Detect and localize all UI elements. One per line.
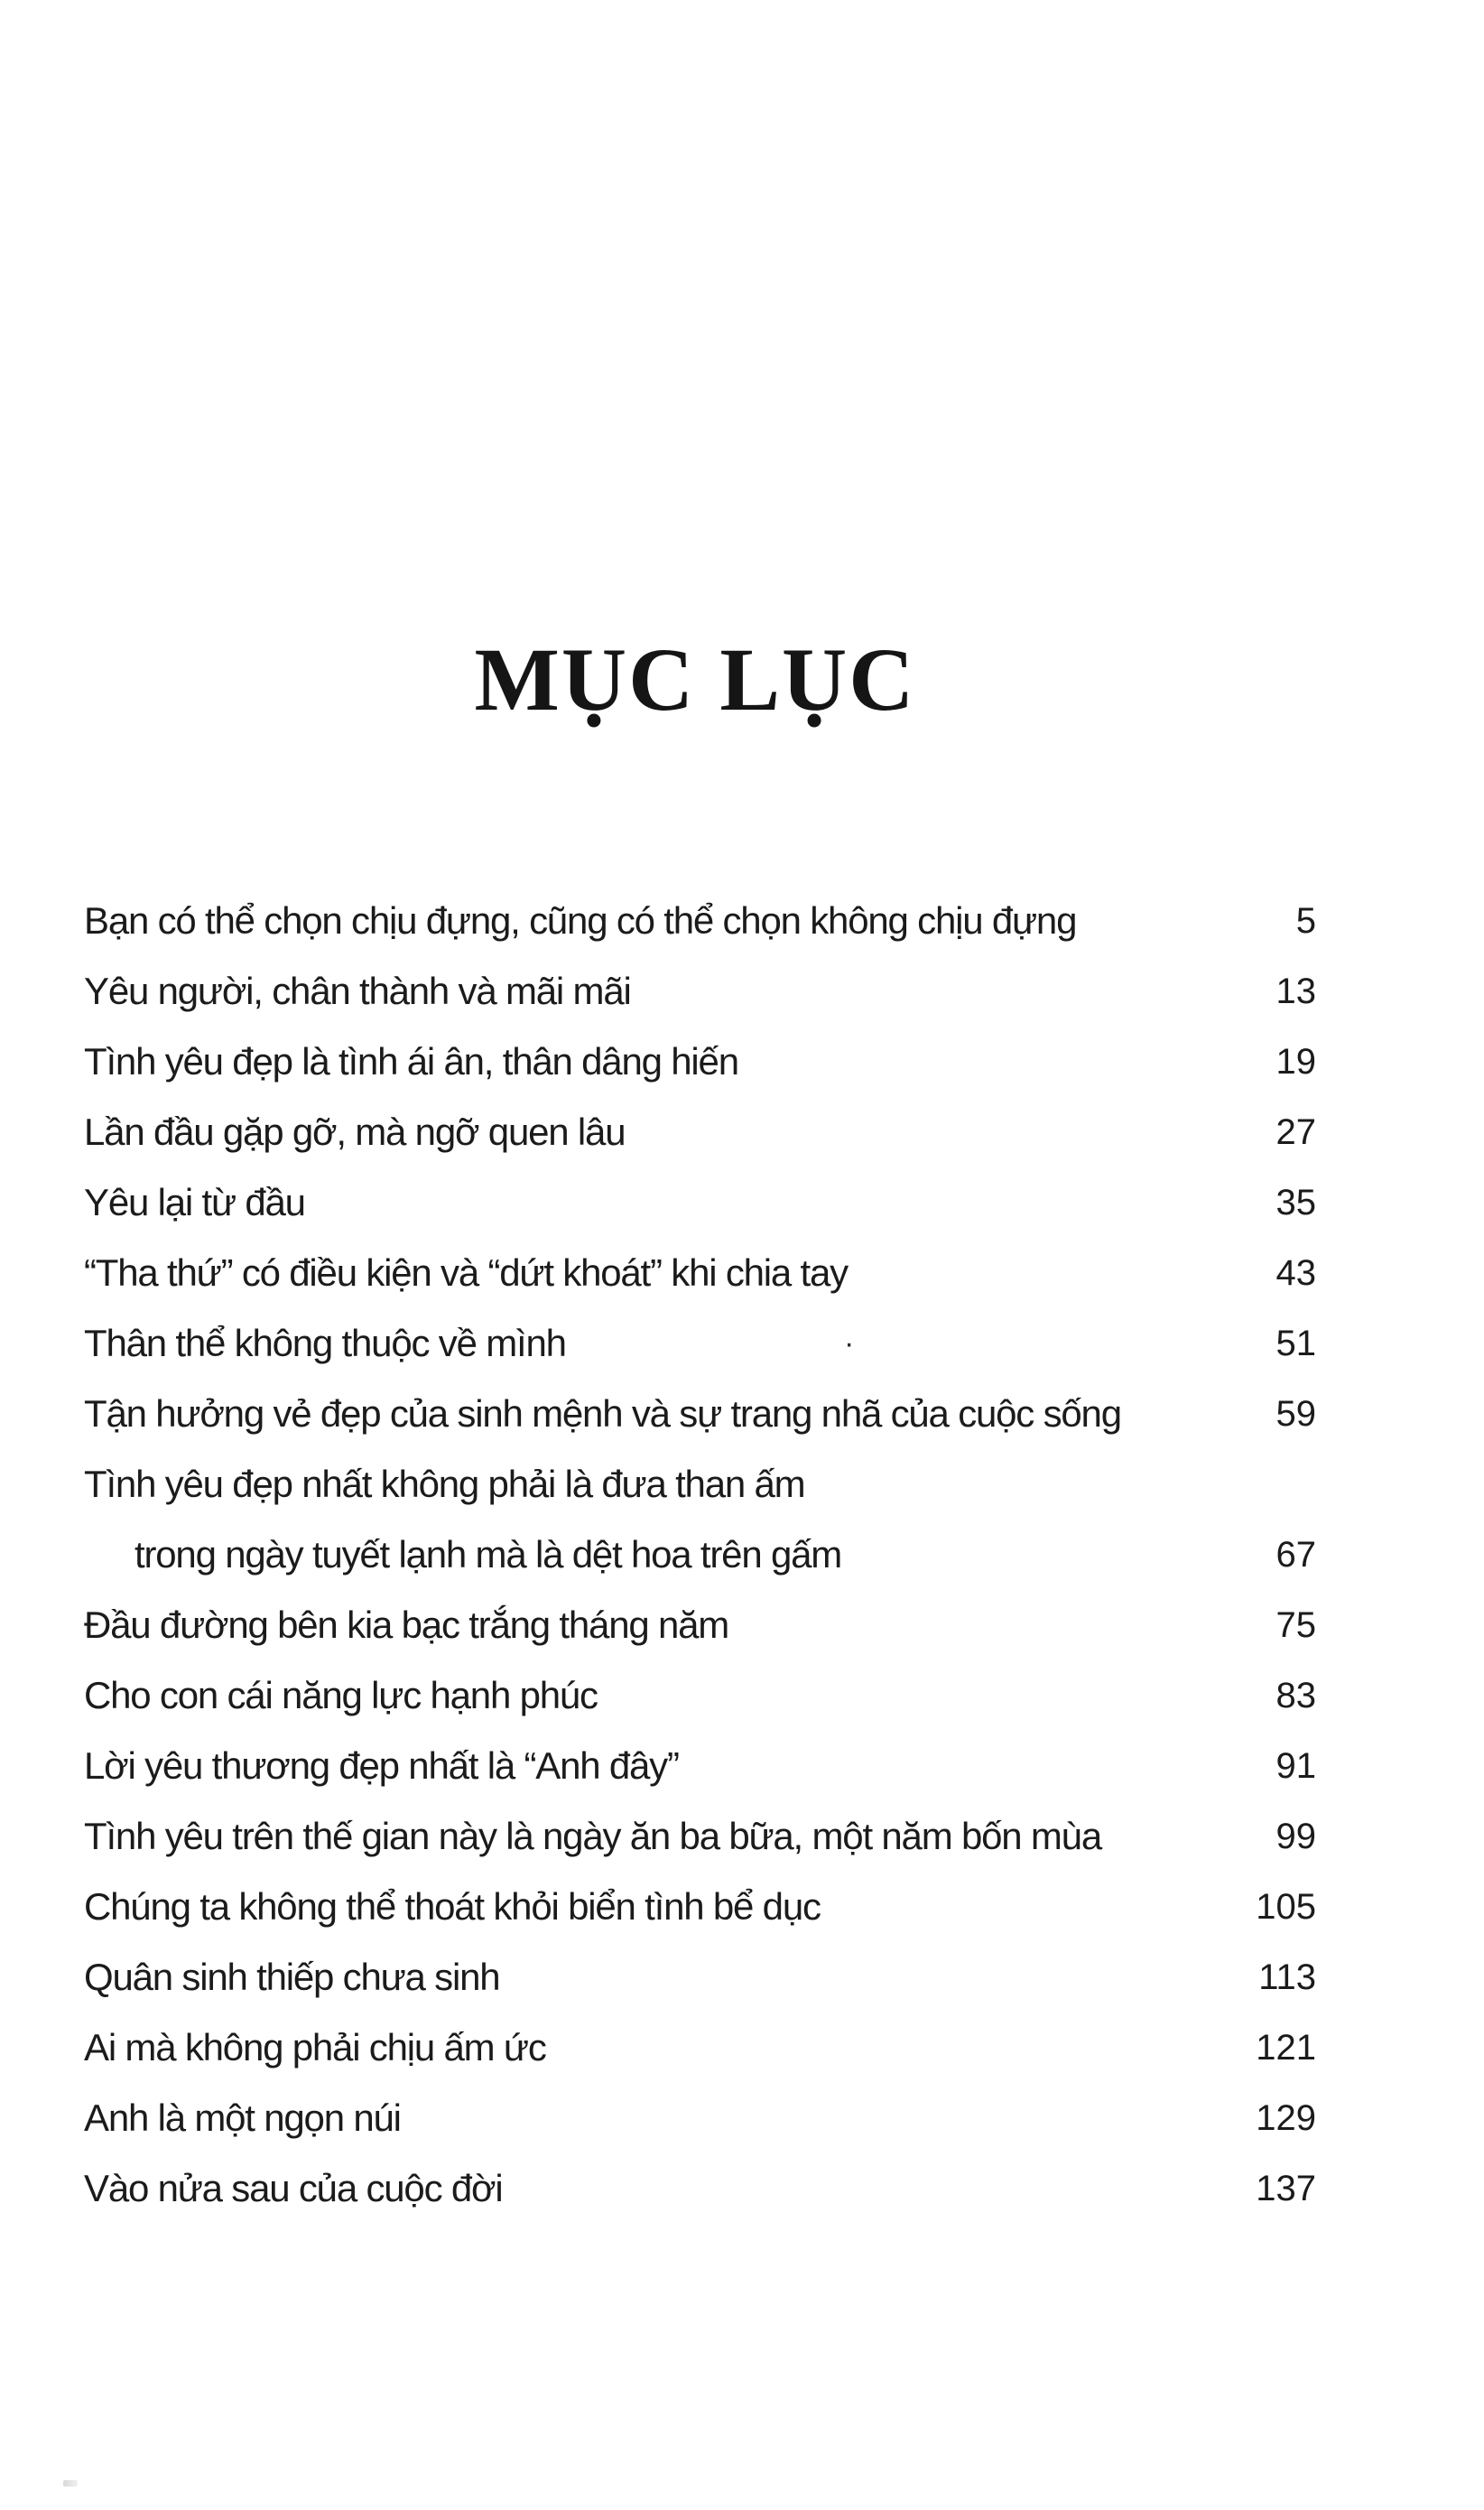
toc-entry [84,2013,1316,2083]
toc-entry-titles [84,956,1235,1027]
toc-entry-title-line: Đầu đường bên kia bạc trắng tháng năm [84,1604,729,1646]
toc-entry-page-number: 129 [1256,2098,1316,2138]
toc-entry-titles [84,1308,1235,1379]
toc-entry-page-number: 121 [1256,2028,1316,2068]
toc-entry-page-number: 137 [1256,2169,1316,2208]
toc-entry-titles [84,1590,1235,1660]
toc-entry [84,886,1316,956]
toc-entry [84,1872,1316,1942]
toc-entry-titles [84,1097,1235,1167]
toc-entry [84,1731,1316,1801]
toc-entry-page-number: 59 [1275,1394,1316,1434]
toc-entry-titles [84,2153,1235,2224]
toc-entry [84,2153,1316,2224]
toc-entry-page-number: 99 [1275,1817,1316,1856]
toc-entry [84,956,1316,1027]
toc-entry-title-line: Quân sinh thiếp chưa sinh [84,1956,500,1998]
toc-entry-titles [84,1027,1235,1097]
toc-entry-page-number: 27 [1275,1112,1316,1152]
toc-entry-page-number: 19 [1275,1042,1316,1082]
toc-entry-titles [84,2083,1235,2153]
toc-entry-page-number: 13 [1275,971,1316,1011]
scan-artifact [63,2480,78,2487]
toc-entry-title-line: Tận hưởng vẻ đẹp của sinh mệnh và sự trang nhã của cuộc sống [84,1392,1121,1435]
toc-entry [84,1449,1316,1590]
toc-entry [84,1590,1316,1660]
toc-entry-titles [84,1731,1235,1801]
toc-entry-title-line: Bạn có thể chọn chịu đựng, cũng có thể chọn không chịu đựng [84,899,1077,942]
toc-entry-title-line: Anh là một ngọn núi [84,2096,401,2139]
toc-entry-title-line: Thân thể không thuộc về mình [84,1322,566,1364]
toc-entry-title-line: Tình yêu trên thế gian này là ngày ăn ba bữa, một năm bốn mùa [84,1815,1101,1857]
toc-entry-title-line: Chúng ta không thể thoát khỏi biển tình bể dục [84,1885,821,1928]
toc-entry-titles [84,1167,1235,1238]
toc-entry-page-number: 67 [1275,1535,1316,1575]
toc-entry-titles [84,1449,1235,1590]
toc-entry [84,1308,1316,1379]
toc-entry-titles [84,886,1235,956]
toc-entry-page-number: 113 [1258,1957,1316,1997]
toc-entry-page-number: 105 [1256,1887,1316,1927]
toc-entry-page-number: 5 [1295,901,1316,941]
toc-entry-title-line: Tình yêu đẹp là tình ái ân, thân dâng hiến [84,1040,738,1083]
toc-entry-title-line: Vào nửa sau của cuộc đời [84,2167,503,2209]
toc-entry-titles [84,1238,1235,1308]
toc-entry [84,2083,1316,2153]
toc-entry-page-number: 75 [1275,1605,1316,1645]
toc-entry-title-line: “Tha thứ” có điều kiện và “dứt khoát” khi chia tay [84,1251,848,1294]
toc-entry [84,1942,1316,2013]
toc-entry-title-line: Yêu lại từ đầu [84,1181,305,1223]
toc-entry-page-number: 91 [1275,1746,1316,1786]
toc-entry-title-line: Lời yêu thương đẹp nhất là “Anh đây” [84,1744,679,1787]
toc-entry-title-line: Tình yêu đẹp nhất không phải là đưa than ấm [84,1463,805,1505]
toc-entry-title-line: Yêu người, chân thành và mãi mãi [84,970,631,1012]
toc-entry-page-number: 83 [1275,1676,1316,1715]
toc-entry-titles [84,2013,1235,2083]
toc-entry-titles [84,1872,1235,1942]
toc-entry [84,1238,1316,1308]
toc-entry-page-number: 35 [1275,1183,1316,1222]
toc-entry-title-line: Ai mà không phải chịu ấm ức [84,2026,546,2068]
toc-entry [84,1660,1316,1731]
toc-entry-page-number: 51 [1275,1324,1316,1363]
toc-entry [84,1379,1316,1449]
toc-list [84,886,1316,2224]
toc-entry-page-number: 43 [1275,1253,1316,1293]
toc-entry [84,1097,1316,1167]
toc-entry [84,1167,1316,1238]
toc-entry-title-line: Lần đầu gặp gỡ, mà ngỡ quen lâu [84,1111,626,1153]
stray-dot-mark: · [844,1326,855,1361]
toc-entry-title-line: trong ngày tuyết lạnh mà là dệt hoa trên gấm [134,1533,842,1576]
toc-entry [84,1801,1316,1872]
toc-entry [84,1027,1316,1097]
toc-entry-titles [84,1942,1235,2013]
toc-entry-titles [84,1801,1235,1872]
toc-entry-titles [84,1379,1235,1449]
toc-entry-title-line: Cho con cái năng lực hạnh phúc [84,1674,598,1716]
toc-entry-titles [84,1660,1235,1731]
page-title: MỤC LỤC [474,629,916,730]
